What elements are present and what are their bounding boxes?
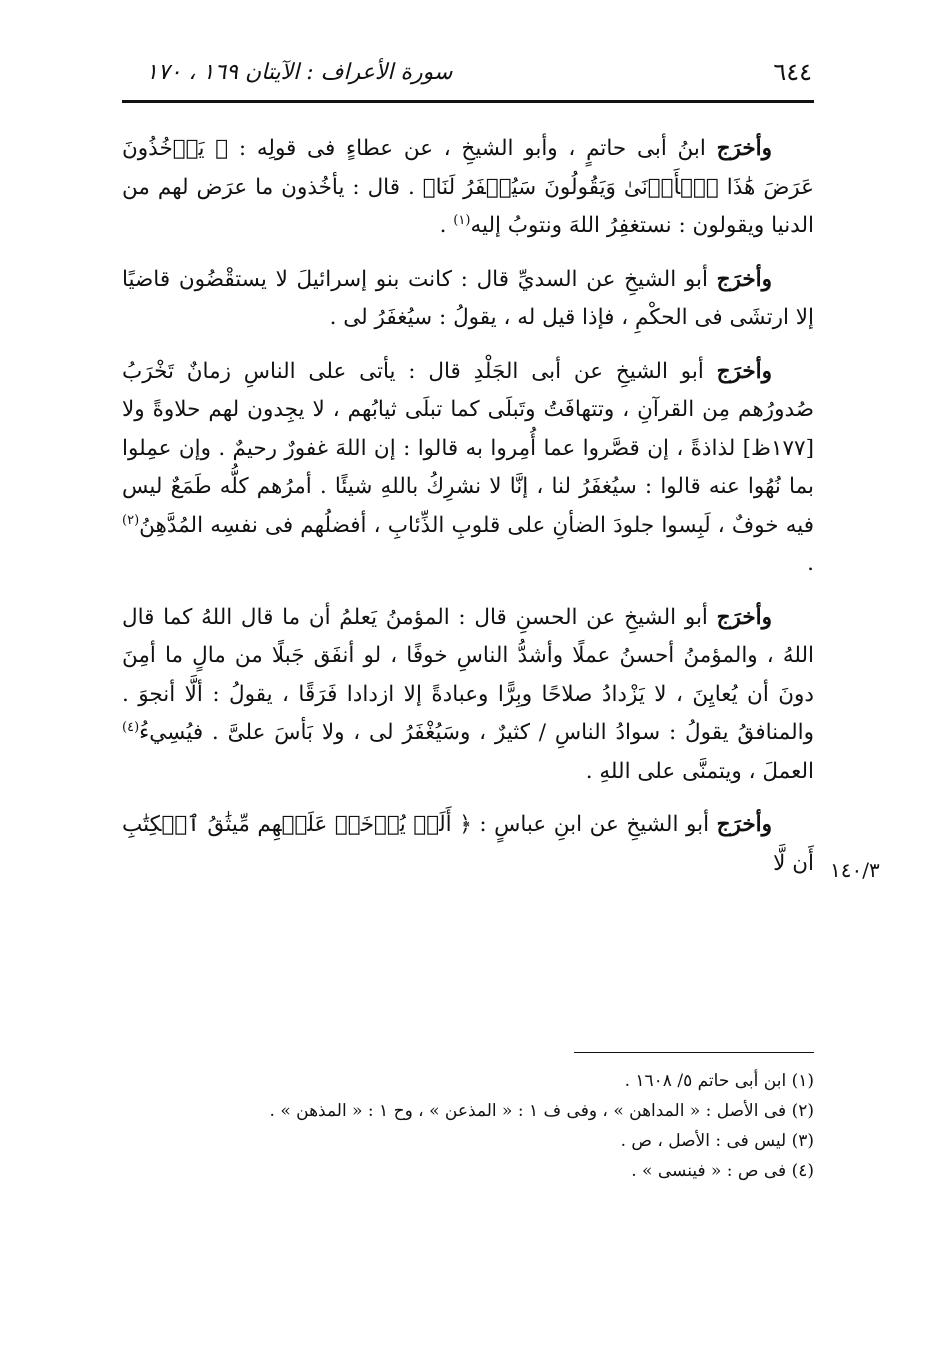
footnote-item: (٣) ليس فى : الأصل ، ص . [620,1131,814,1151]
margin-reference: ١٤٠/٣ [830,858,880,882]
paragraph-hasan [122,599,814,792]
paragraph-text: ابنُ أبى حاتمٍ ، وأبو الشيخِ ، عن عطاءٍ فى قولِه : ﴿ يَأۡخُذُونَ عَرَضَ هَٰذَا ٱلۡأَدۡنَىٰ وَيَقُولُونَ سَيُغۡفَرُ لَنَا﴾ . قال : يأخُذون ما عرَض لهم من الدنيا ويقولون : نستغفِرُ اللهَ ونتوبُ إليه [122,136,814,238]
paragraph-ata [122,130,814,246]
paragraph-end: . [439,213,454,238]
header-rule [122,100,814,103]
paragraph-text: أبو الشيخِ عن أبى الجَلْدِ قال : يأتى على الناسِ زمانٌ تَخْرَبُ صُدورُهم مِن القرآنِ ، وتتهافَتُ وتَبلَى كما تبلَى ثيابُهم ، لا يجِدون لهم حلاوةً ولا [١٧٧ظ] لذاذةً ، إن قصَّروا عما أُمِروا به قالوا : إن اللهَ غفورٌ رحيمٌ . وإن عمِلوا بما نُهُوا عنه قالوا : سيُغفَرُ لنا ، إنَّا لا نشرِكُ باللهِ شيئًا . أمرُهم كلُّه طَمَعٌ ليس فيه خوفٌ ، لَبِسوا جلودَ الضأنِ على قلوبِ الذِّئابِ ، أفضلُهم فى نفسِه المُدَّهِنُ [122,358,814,538]
paragraph-end: . [329,305,344,330]
paragraph-lead: وأخرَج [716,812,772,837]
footnote-item: (٢) فى الأصل : « المداهن » ، وفى ف ١ : « المذعن » ، وح ١ : « المذهن » . [269,1101,814,1121]
footnote-item: (٤) فى ص : « فينسى » . [631,1161,814,1181]
paragraph-suddi [122,261,814,338]
footnote-marker: (٢) [122,512,140,528]
running-title: سورة الأعراف : الآيتان ١٦٩ ، ١٧٠ [146,59,453,85]
paragraph-end: العملَ ، ويتمنَّى على اللهِ . [585,758,814,784]
paragraph-ibn-abbas [122,806,814,883]
paragraph-lead: وأخرَج [716,136,772,161]
paragraph-text: أبو الشيخِ عن ابنِ عباسٍ : ﴿ أَلَمۡ يُؤۡخَذۡ عَلَيۡهِم مِّيثَٰقُ ٱلۡكِتَٰبِ أَن لَّا [122,812,814,876]
paragraph-lead: وأخرَج [716,266,772,292]
footnote-marker: (١) [453,212,471,228]
paragraph-lead: وأخرَج [716,358,772,384]
paragraph-lead: وأخرَج [716,604,772,630]
footnote-item: (١) ابن أبى حاتم ٥/ ١٦٠٨ . [624,1071,814,1091]
page-header [122,52,812,92]
main-text [122,130,814,898]
paragraph-end: . [807,551,814,576]
paragraph-abi-aljald [122,353,814,584]
footnote-marker: (٤) [122,719,140,735]
paragraph-text: أبو الشيخِ عن الحسنِ قال : المؤمنُ يَعلمُ أن ما قال اللهُ كما قال اللهُ ، والمؤمنُ أحسنُ عملًا وأشدُّ الناسِ خوفًا ، لو أنفَق جَبلًا من مالٍ ما أمِنَ دونَ أن يُعايِنَ ، لا يَزْدادُ صلاحًا وبِرًّا وعبادةً إلا ازدادا فَرَقًا ، يقولُ : ألَّا أنجوَ . والمنافقُ يقولُ : سوادُ الناسِ / كثيرٌ ، وسَيُغْفَرُ لى ، ولا بَأسَ علىَّ . فيُسِيءُ [122,604,814,745]
page-number: ٦٤٤ [773,58,812,86]
footnote-rule [574,1052,814,1053]
paragraph-text: أبو الشيخِ عن السديِّ قال : كانت بنو إسرائيلَ لا يستقْضُون قاضيًا إلا ارتشَى فى الحكْمِ ، فإذا قيل له ، يقولُ : سيُغفَرُ لى [122,266,814,330]
footnotes [122,1066,814,1186]
